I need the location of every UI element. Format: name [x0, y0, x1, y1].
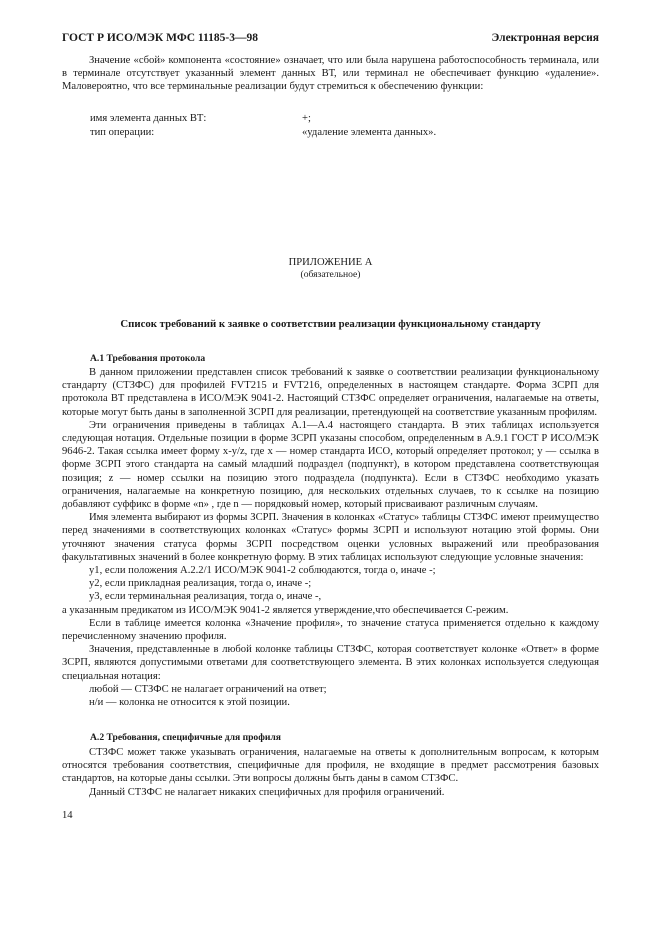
- page-number: 14: [62, 810, 73, 821]
- notation-item: любой — СТЗФС не налагает ограничений на ответ;: [89, 683, 327, 695]
- intro-row-value: +;: [302, 113, 311, 124]
- conditions-tail: а указанным предикатом из ИСО/МЭК 9041-2 является утверждение,что обеспечивается С-режим.: [62, 604, 509, 616]
- a1-paragraph-2: Эти ограничения приведены в таблицах А.1—А.4 настоящего стандарта. В этих таблицах используется следующая нотация. Отдельные позиции в форме ЗСРП указаны способом, определенным в А.9.1 ГОСТ Р ИСО/МЭК 9646-2. Такая ссылка имеет форму x-y/z, где x — номер стандарта ИСО, который определяет протокол; y — ссылка в форме ЗСРП этого стандарта на самый младший подраздел (подпункт), в котором представлена соответствующая позиция; z — номер ссылки на позицию этого подраздела (подпункта). Если в СТЗФС необходимо указать ограничения, налагаемые на конкретную позицию, для нескольких отдельных случаев, то к ссылке на позицию добавляют суффикс в форме «n» , где n — порядковый номер, который присваивают различным случаям.: [62, 419, 599, 511]
- a2-paragraph-2: Данный СТЗФС не налагает никаких специфичных для профиля ограничений.: [89, 786, 445, 798]
- condition-item: у3, если терминальная реализация, тогда о, иначе -,: [89, 591, 322, 603]
- appendix-title: ПРИЛОЖЕНИЕ А: [288, 257, 373, 268]
- a1-paragraph-1: В данном приложении представлен список требований к заявке о соответствии реализации функциональному стандарту (СТЗФС) для профилей FVT215 и FVT216, определенных в настоящем стандарте. Форма ЗСРП для протокола ВТ представлена в ИСО/МЭК 9041-2. Настоящий СТЗФС определяет ограничения, налагаемые на ответы, которые могут быть даны в заполненной ЗСРП для реализации, претендующей на соответствие указанным профилям.: [62, 367, 599, 418]
- header-standard-number: ГОСТ Р ИСО/МЭК МФС 11185-3—98: [62, 32, 258, 44]
- intro-row: [90, 127, 436, 138]
- intro-row-value: «удаление элемента данных».: [302, 127, 437, 138]
- a1-paragraph-5: Значения, представленные в любой колонке таблицы СТЗФС, которая соответствует колонке «Ответ» в форме ЗСРП, являются допустимыми ответами для соответствующего элемента. В этих колонках используется следующая специальная нотация:: [62, 644, 599, 682]
- section-a1-title: А.1 Требования протокола: [90, 353, 206, 364]
- a1-paragraph-4: Если в таблице имеется колонка «Значение профиля», то значение статуса применяется отдельно к каждому перечисленному значению профиля.: [62, 617, 599, 643]
- header-edition-label: Электронная версия: [491, 32, 599, 44]
- intro-row-key: тип операции:: [90, 127, 155, 138]
- appendix-subtitle: (обязательное): [300, 269, 361, 280]
- a2-paragraph-1: СТЗФС может также указывать ограничения, налагаемые на ответы к дополнительным вопросам, к которым относятся требования соответствия, специфичные для профиля, не входящие в предмет рассмотрения базовых стандартов, на которые даны ссылки. Эти вопросы должны быть даны в самом СТЗФС.: [62, 747, 599, 785]
- a1-paragraph-3: Имя элемента выбирают из формы ЗСРП. Значения в колонках «Статус» таблицы СТЗФС имеют преимущество перед значениями в соответствующих колонках «Статус» формы ЗСРП и используют нотацию этой формы. Они уточняют значения статуса формы ЗСРП посредством оценки условных выражений или преобразования факультативных значений в более конкретную форму. В этих таблицах используют следующие условные значения:: [62, 512, 599, 563]
- condition-item: у1, если положения А.2.2/1 ИСО/МЭК 9041-2 соблюдаются, тогда о, иначе -;: [89, 565, 436, 577]
- condition-item: у2, если прикладная реализация, тогда о, иначе -;: [89, 578, 312, 590]
- intro-section: [62, 54, 599, 94]
- appendix-heading: Список требований к заявке о соответствии реализации функциональному стандарту: [120, 318, 541, 330]
- intro-row: [90, 113, 311, 124]
- section-a2-body: [62, 746, 599, 799]
- notation-item: н/и — колонка не относится к этой позиции.: [89, 697, 290, 709]
- section-a1-body: [62, 366, 599, 709]
- intro-paragraph: Значение «сбой» компонента «состояние» означает, что или была нарушена работоспособность терминала, или в терминале отсутствует указанный элемент данных ВТ, или терминал не обеспечивает функцию «удаление». Маловероятно, что все терминальные реализации будут стремиться к обеспечению функции:: [62, 55, 599, 93]
- intro-row-key: имя элемента данных ВТ:: [90, 113, 207, 124]
- section-a2-title: А.2 Требования, специфичные для профиля: [90, 732, 281, 743]
